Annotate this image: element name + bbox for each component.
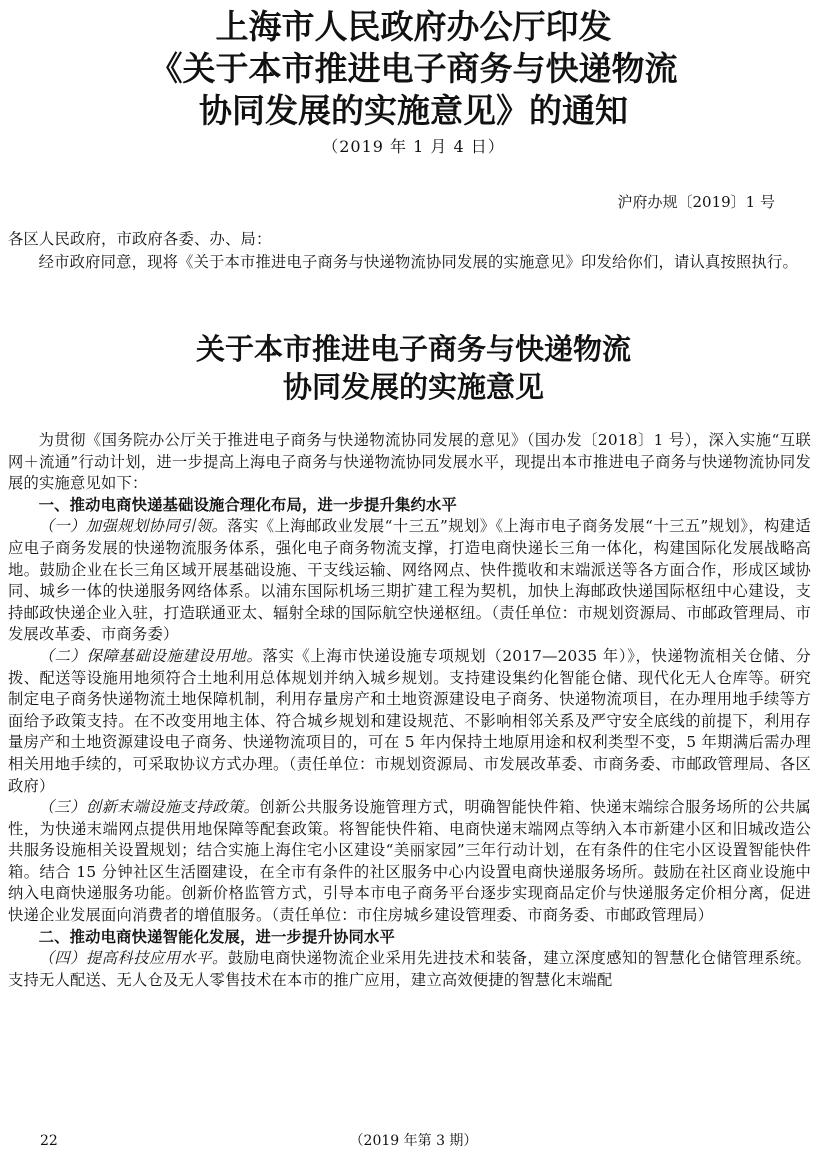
document-number: 沪府办规〔2019〕1 号 — [617, 193, 775, 211]
item-text-4: 鼓励电商快递物流企业采用先进技术和装备，建立深度感知的智慧化仓储管理系统。支持无人配送、无人仓及无人零售技术在本市的推广应用，建立高效便捷的智慧化末端配 — [8, 949, 811, 989]
item-label-4: （四）提高科技应用水平。 — [38, 949, 228, 968]
preamble-paragraph: 为贯彻《国务院办公厅关于推进电子商务与快递物流协同发展的意见》（国办发〔2018〕1 号），深入实施“互联网＋流通”行动计划，进一步提高上海电子商务与快递物流协同发展水平，现提出本市推进电子商务与快递物流协同发展的实施意见如下： — [8, 431, 811, 493]
item-label-1: （一）加强规划协同引领。 — [38, 517, 228, 536]
item-text-1: 落实《上海邮政业发展“十三五”规划》《上海市电子商务发展“十三五”规划》，构建适应电子商务发展的快递物流服务体系，强化电子商务物流支撑，打造电商快递长三角一体化，构建国际化发展战略高地。鼓励企业在长三角区域开展基础设施、干支线运输、网络网点、快件揽收和末端派送等各方面合作，形成区域协同、城乡一体的快递服务网络体系。以浦东国际机场三期扩建工程为契机，加快上海邮政快递国际枢纽中心建设，支持邮政快递企业入驻，打造联通亚太、辐射全球的国际航空快递枢纽。（责任单位：市规划资源局、市邮政管理局、市发展改革委、市商务委） — [8, 517, 811, 644]
opinion-title-line-1: 关于本市推进电子商务与快递物流 — [195, 332, 631, 366]
notice-title-line-3: 协同发展的实施意见》的通知 — [199, 91, 628, 130]
notice-intro: 经市政府同意，现将《关于本市推进电子商务与快递物流协同发展的实施意见》印发给你们，请认真按照执行。 — [38, 253, 798, 271]
notice-title-line-1: 上海市人民政府办公厅印发 — [215, 7, 612, 46]
opinion-body — [8, 430, 811, 991]
item-paragraph-2 — [8, 646, 811, 797]
section-heading-2: 二、推动电商快递智能化发展，进一步提升协同水平 — [38, 927, 396, 946]
item-label-3: （三）创新末端设施支持政策。 — [38, 798, 260, 817]
section-heading-1: 一、推动电商快递基础设施合理化布局，进一步提升集约水平 — [38, 495, 458, 514]
item-label-2: （二）保障基础设施建设用地。 — [38, 646, 263, 665]
opinion-title-line-2: 协同发展的实施意见 — [282, 370, 544, 404]
item-text-3: 创新公共服务设施管理方式，明确智能快件箱、快递末端综合服务场所的公共属性，为快递末端网点提供用地保障等配套政策。将智能快件箱、电商快递末端网点等纳入本市新建小区和旧城改造公共服务设施相关设置规划；结合实施上海住宅小区建设“美丽家园”三年行动计划，在有条件的住宅小区设置智能快件箱。结合 15 分钟社区生活圈建设，在全市有条件的社区服务中心内设置电商快递服务场所。鼓励在社区商业设施中纳入电商快递服务功能。创新价格监管方式，引导本市电子商务平台逐步实现商品定价与快递服务定价相分离，促进快递企业发展面向消费者的增值服务。（责任单位：市住房城乡建设管理委、市商务委、市邮政管理局） — [8, 798, 811, 925]
salutation: 各区人民政府，市政府各委、办、局： — [8, 230, 272, 248]
notice-title-line-2: 《关于本市推进电子商务与快递物流 — [149, 49, 678, 88]
item-paragraph-4 — [8, 948, 811, 991]
page-number: 22 — [40, 1133, 58, 1149]
item-text-2: 落实《上海市快递设施专项规划（2017—2035 年）》，快递物流相关仓储、分拨、配送等设施用地须符合土地利用总体规划并纳入城乡规划。支持建设集约化智能仓储、现代化无人仓库等。研究制定电子商务快递物流土地保障机制，利用存量房产和土地资源建设电子商务、快递物流项目，在办理用地手续等方面给予政策支持。在不改变用地主体、符合城乡规划和建设规范、不影响相邻关系及严守安全底线的前提下，利用存量房产和土地资源建设电子商务、快递物流项目的，可在 5 年内保持土地原用途和权利类型不变，5 年期满后需办理相关用地手续的，可采取协议方式办理。（责任单位：市规划资源局、市发展改革委、市商务委、市邮政管理局、各区政府） — [8, 646, 811, 795]
item-paragraph-3 — [8, 797, 811, 927]
item-paragraph-1 — [8, 516, 811, 646]
issue-date: （2019 年 1 月 4 日） — [322, 137, 505, 156]
issue-label: （2019 年第 3 期） — [349, 1133, 478, 1149]
